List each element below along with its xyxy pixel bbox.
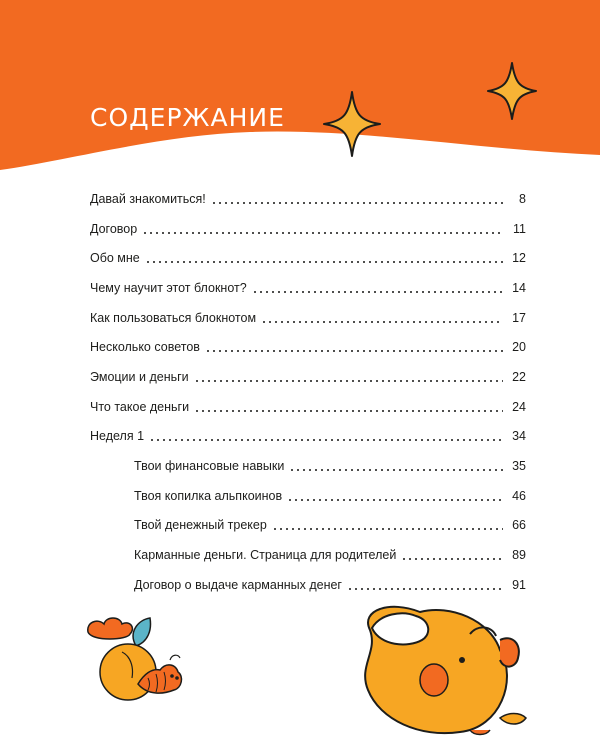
toc-entry[interactable] — [90, 273, 526, 303]
toc-entry[interactable] — [90, 332, 526, 362]
dot-leader — [145, 252, 503, 264]
toc-entry-label: Чему научит этот блокнот? — [90, 280, 247, 295]
toc-entry-label: Что такое деньги — [90, 399, 190, 414]
toc-subentry[interactable] — [90, 540, 526, 570]
toc-entry[interactable] — [90, 392, 526, 422]
toc-entry-page: 34 — [512, 429, 526, 444]
dot-leader — [287, 490, 503, 502]
toc-entry-page: 24 — [512, 399, 526, 414]
toc-entry-page: 66 — [512, 518, 526, 533]
dot-leader — [261, 312, 503, 324]
toc-entry[interactable] — [90, 243, 526, 273]
toc-entry-label: Обо мне — [90, 251, 140, 266]
toc-entry-label: Твоя копилка альпкоинов — [134, 488, 283, 503]
dot-leader — [142, 223, 503, 235]
toc-entry-label: Карманные деньги. Страница для родителей — [134, 548, 397, 563]
table-of-contents — [90, 184, 526, 600]
toc-entry-page: 11 — [513, 221, 526, 236]
toc-entry-label: Договор о выдаче карманных денег — [134, 577, 342, 592]
sparkle-icon — [484, 60, 540, 122]
toc-entry-page: 46 — [512, 488, 526, 503]
toc-entry-page: 35 — [512, 459, 526, 474]
toc-subentry[interactable] — [90, 481, 526, 511]
sparkle-icon — [320, 88, 384, 160]
toc-entry-label: Твои финансовые навыки — [134, 459, 285, 474]
toc-entry[interactable] — [90, 214, 526, 244]
piggy-bank-illustration — [350, 600, 530, 740]
dot-leader — [211, 193, 503, 205]
toc-entry[interactable] — [90, 303, 526, 333]
dot-leader — [149, 430, 503, 442]
toc-entry-label: Договор — [90, 221, 138, 236]
dot-leader — [347, 579, 503, 591]
dot-leader — [194, 401, 503, 413]
toc-entry-label: Твой денежный трекер — [134, 518, 267, 533]
toc-entry[interactable] — [90, 362, 526, 392]
dot-leader — [194, 371, 503, 383]
toc-subentry[interactable] — [90, 511, 526, 541]
toc-entry-page: 20 — [512, 340, 526, 355]
toc-entry-label: Эмоции и деньги — [90, 369, 189, 384]
dot-leader — [205, 341, 503, 353]
dot-leader — [401, 549, 503, 561]
toc-entry[interactable] — [90, 184, 526, 214]
toc-entry-label: Давай знакомиться! — [90, 191, 206, 206]
toc-entry-page: 22 — [512, 369, 526, 384]
peach-worm-illustration — [78, 612, 196, 712]
toc-entry-page: 8 — [519, 191, 526, 206]
toc-entry-page: 17 — [512, 310, 526, 325]
toc-entry-label: Как пользоваться блокнотом — [90, 310, 257, 325]
toc-entry-page: 91 — [512, 577, 526, 592]
toc-subentry[interactable] — [90, 451, 526, 481]
toc-entry-page: 14 — [512, 280, 526, 295]
toc-entry-page: 12 — [512, 251, 526, 266]
toc-entry-label: Несколько советов — [90, 340, 200, 355]
dot-leader — [252, 282, 503, 294]
dot-leader — [272, 519, 503, 531]
toc-entry-label: Неделя 1 — [90, 429, 145, 444]
toc-entry-page: 89 — [512, 548, 526, 563]
dot-leader — [289, 460, 503, 472]
page-title: СОДЕРЖАНИЕ — [90, 102, 285, 132]
toc-entry[interactable] — [90, 422, 526, 452]
toc-subentry[interactable] — [90, 570, 526, 600]
